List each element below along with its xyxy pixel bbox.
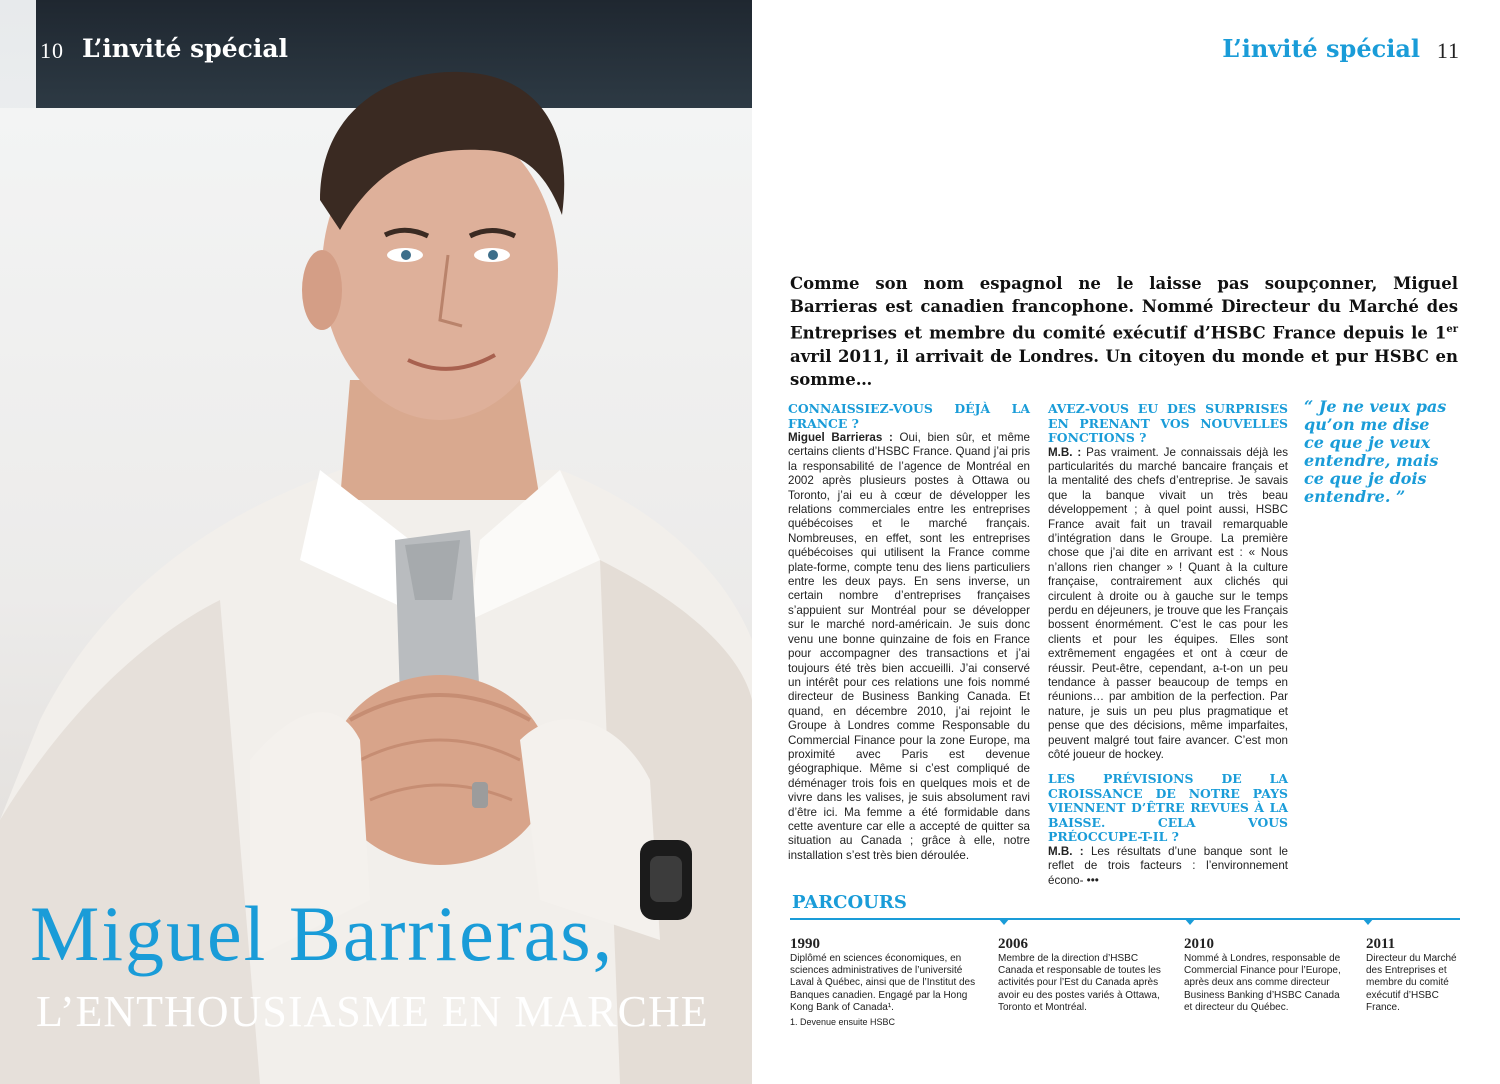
headline-name: Miguel Barrieras, — [30, 890, 615, 977]
answer-paragraph — [1048, 845, 1288, 888]
timeline-text: Directeur du Marché des Entreprises et membre du comité exécutif d’HSBC France. — [1366, 953, 1457, 1013]
question-heading: LES PRÉVISIONS DE LA CROISSANCE DE NOTRE PAYS VIENNENT D’ÊTRE REVUES À LA BAISSE. CELA VOUS PRÉOCCUPE-T-IL ? — [1048, 771, 1288, 845]
intro-superscript: er — [1446, 324, 1458, 335]
speaker-label: M.B. : — [1048, 844, 1084, 858]
timeline-text: Nommé à Londres, responsable de Commercial Finance pour l’Europe, après deux ans comme directeur Business Banking d’HSBC Canada et directeur du Québec. — [1184, 953, 1341, 1013]
interview-column-2 — [1048, 402, 1288, 888]
timeline-marker — [1362, 918, 1374, 925]
timeline-year: 2010 — [1184, 936, 1214, 952]
timeline-text: Diplômé en sciences économiques, en sciences administratives de l’université Laval à Québec, ainsi que de l’Institut des Banques canadien. Engagé par la Hong Kong Bank of Canada¹. — [790, 953, 976, 1013]
question-heading: CONNAISSIEZ-VOUS DÉJÀ LA FRANCE ? — [788, 401, 1030, 431]
timeline-marker — [998, 918, 1010, 925]
timeline-year: 2006 — [998, 936, 1028, 952]
answer-text: Les résultats d’une banque sont le reflet de trois facteurs : l’environnement écono- ••• — [1048, 844, 1289, 887]
timeline-item — [998, 936, 1168, 1014]
timeline-text: Membre de la direction d’HSBC Canada et responsable de toutes les activités pour l’Est du Canada après avoir eu des postes variés à Ottawa, Toronto et Montréal. — [998, 953, 1161, 1013]
timeline-item — [1184, 936, 1350, 1014]
interview-column-1 — [788, 402, 1030, 863]
intro-text-2: avril 2011, il arrivait de Londres. Un citoyen du monde et pur HSBC en somme… — [790, 346, 1458, 389]
speaker-label: M.B. : — [1048, 445, 1082, 459]
speaker-label: Miguel Barrieras : — [788, 431, 893, 444]
intro-text-1: Comme son nom espagnol ne le laisse pas soupçonner, Miguel Barrieras est canadien francophone. Nommé Directeur du Marché des Entreprises et membre du comité exécutif d’HSBC France depuis le 1 — [790, 274, 1458, 343]
answer-text: Pas vraiment. Je connaissais déjà les particularités du marché bancaire français et la mentalité des chefs d’entreprise. Je savais que la banque vivait un très beau développement ; à quel point aussi, HSBC France avait fait un travail remarquable d’intégration dans le Groupe. La première chose que j’ai dite en arrivant est : « Nous n’allons rien changer » ! Quant à la culture française, contrairement aux clichés qui circulent à droite ou à gauche sur le temps perdu en déjeuners, je trouve que les Français bossent énormément. C’est le cas pour les clients et pour les équipes. Elles sont extrêmement engagées et ont à cœur de réussir. Peut-être, cependant, a-t-on un peu tendance à passer beaucoup de temps en réunions… par ambition de la perfection. Par nature, je suis un peu plus pragmatique et pense que des décisions, même imparfaites, peuvent malgré tout faire avancer. C’est mon côté joueur de hockey. — [1048, 445, 1289, 762]
intro-paragraph — [790, 272, 1458, 391]
parcours-title: PARCOURS — [792, 892, 907, 913]
headline-subtitle: L’ENTHOUSIASME EN MARCHE — [36, 987, 709, 1036]
answer-paragraph — [1048, 446, 1288, 763]
question-heading: AVEZ-VOUS EU DES SURPRISES EN PRENANT VOS NOUVELLES FONCTIONS ? — [1048, 401, 1288, 445]
timeline-year: 1990 — [790, 936, 820, 952]
page-number-right: 11 — [1436, 38, 1460, 63]
timeline-item — [1366, 936, 1458, 1014]
timeline-line — [790, 918, 1460, 920]
section-tag-left: L’invité spécial — [82, 34, 289, 63]
answer-paragraph — [788, 431, 1030, 863]
answer-text: Oui, bien sûr, et même certains clients d’HSBC France. Quand j’ai pris la responsabilité de l’agence de Montréal en 2002 après plusieurs postes à Ottawa ou Toronto, j’ai eu à cœur de développer les relations commerciales entre les entreprises québécoises et le marché français. Nombreuses, en effet, sont les entreprises québécoises qui utilisent la France comme plate-forme, compte tenu des liens particuliers entre les deux pays. En sens inverse, un certain nombre d’entreprises françaises s’appuient sur Montréal pour se développer sur le marché nord-américain. Je suis donc venu une bonne quinzaine de fois en France pour accompagner des transactions et j’ai toujours été très bien accueilli. J’ai conservé un intérêt pour ces relations une fois nommé directeur de Business Banking Canada. Et quand, en décembre 2010, j’ai rejoint le Groupe à Londres comme Responsable du Commercial Finance pour la zone Europe, ma proximité avec Paris est devenue géographique. Même si c’est compliqué de déménager trois fois en quelques mois et de vivre dans les valises, je suis absolument ravi d’être ici. Ma femme a été formidable dans cette aventure car elle a accepté de quitter sa situation au Canada ; grâce à elle, notre installation s’est très bien déroulée. — [788, 431, 1031, 862]
timeline-marker — [1184, 918, 1196, 925]
page-number-left: 10 — [40, 38, 64, 63]
timeline-item — [790, 936, 986, 1028]
section-tag-right: L’invité spécial — [1222, 34, 1420, 63]
timeline-year: 2011 — [1366, 936, 1396, 952]
right-page-article — [752, 0, 1500, 1084]
pull-quote: “ Je ne veux pas qu’on me dise ce que je veux entendre, mais ce que je dois entendre. ” — [1304, 397, 1447, 506]
timeline-footnote: 1. Devenue ensuite HSBC — [790, 1017, 896, 1028]
